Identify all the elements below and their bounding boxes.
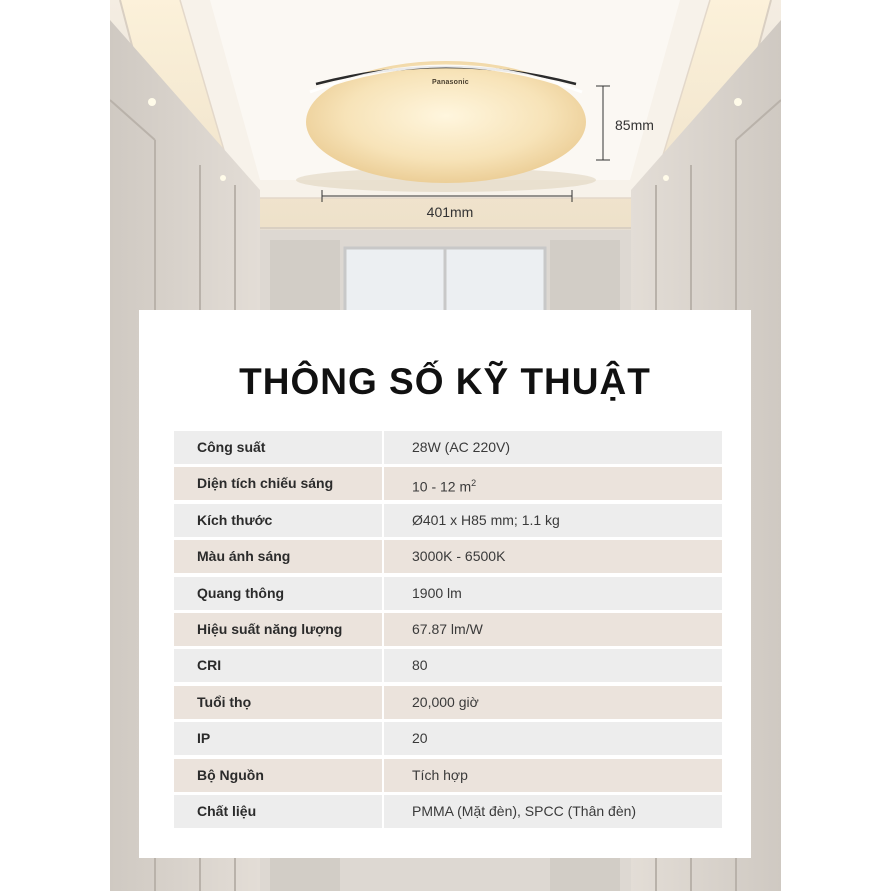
spec-value: Tích hợp xyxy=(384,759,722,792)
spec-value: 67.87 lm/W xyxy=(384,613,722,646)
width-dimension-label: 401mm xyxy=(426,204,474,220)
spec-label: Tuổi thọ xyxy=(174,686,382,719)
spec-value-superscript: 2 xyxy=(471,478,477,489)
spec-label: Kích thước xyxy=(174,504,382,537)
spec-row-lifespan xyxy=(174,686,722,719)
spec-row-luminous-flux xyxy=(174,577,722,610)
spec-value: 80 xyxy=(384,649,722,682)
spec-row-driver xyxy=(174,759,722,792)
spec-card xyxy=(139,310,751,858)
spec-row-color-temp xyxy=(174,540,722,573)
spec-label: CRI xyxy=(174,649,382,682)
spec-row-area xyxy=(174,467,722,500)
spec-row-efficiency xyxy=(174,613,722,646)
spec-label: Diện tích chiếu sáng xyxy=(174,467,382,500)
spec-label: Màu ánh sáng xyxy=(174,540,382,573)
spec-value: 28W (AC 220V) xyxy=(384,431,722,464)
spec-value xyxy=(384,467,722,500)
spec-label: IP xyxy=(174,722,382,755)
height-dimension-label: 85mm xyxy=(615,117,654,133)
spec-value: 1900 lm xyxy=(384,577,722,610)
spec-row-cri xyxy=(174,649,722,682)
spec-label: Quang thông xyxy=(174,577,382,610)
spec-title: THÔNG SỐ KỸ THUẬT xyxy=(239,361,651,402)
spec-row-material xyxy=(174,795,722,828)
spec-value: Ø401 x H85 mm; 1.1 kg xyxy=(384,504,722,537)
spec-label: Bộ Nguồn xyxy=(174,759,382,792)
spec-row-ip xyxy=(174,722,722,755)
spec-label: Hiệu suất năng lượng xyxy=(174,613,382,646)
spec-label: Chất liệu xyxy=(174,795,382,828)
spec-label: Công suất xyxy=(174,431,382,464)
spec-value-text: 10 - 12 m xyxy=(412,479,472,496)
spec-value: 20,000 giờ xyxy=(384,686,722,719)
spec-value: 20 xyxy=(384,722,722,755)
spec-table xyxy=(174,431,722,831)
spec-value: PMMA (Mặt đèn), SPCC (Thân đèn) xyxy=(384,795,722,828)
brand-logo: Panasonic xyxy=(432,79,469,86)
spec-row-size xyxy=(174,504,722,537)
spec-row-power xyxy=(174,431,722,464)
spec-value: 3000K - 6500K xyxy=(384,540,722,573)
